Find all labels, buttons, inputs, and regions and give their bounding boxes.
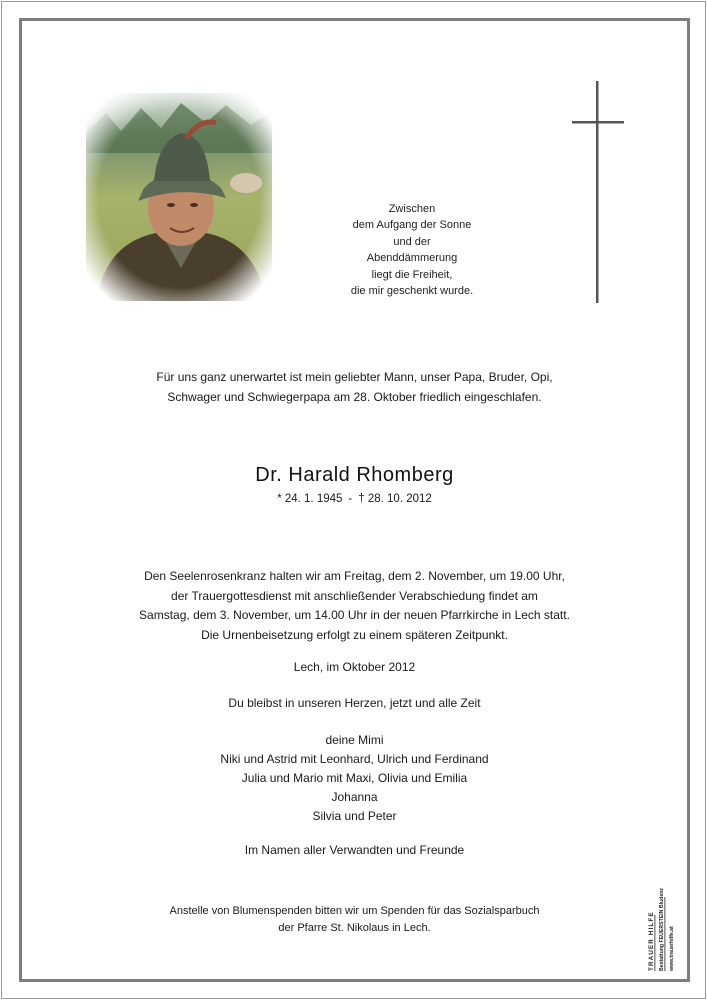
motto: Du bleibst in unseren Herzen, jetzt und alle Zeit bbox=[228, 696, 481, 710]
mourner-line: Julia und Mario mit Maxi, Olivia und Emilia bbox=[241, 771, 468, 785]
undertaker-logo bbox=[644, 873, 684, 973]
mourner-line: Niki und Astrid mit Leonhard, Ulrich und Ferdinand bbox=[220, 752, 489, 766]
relatives-note: Im Namen aller Verwandten und Freunde bbox=[244, 843, 465, 857]
service-info bbox=[22, 567, 687, 645]
donation-line: Anstelle von Blumenspenden bitten wir um Spenden für das Sozialsparbuch bbox=[169, 905, 540, 917]
poem-line: die mir geschenkt wurde. bbox=[350, 285, 474, 298]
logo-line-1: TRAUER HILFE bbox=[648, 911, 655, 971]
intro-line: Schwager und Schwiegerpapa am 28. Oktober friedlich eingeschlafen. bbox=[167, 390, 542, 404]
poem-line: Abenddämmerung bbox=[366, 252, 458, 265]
poem-line: dem Aufgang der Sonne bbox=[352, 219, 472, 232]
date-separator: - bbox=[348, 493, 353, 505]
death-date: † 28. 10. 2012 bbox=[358, 493, 432, 505]
cross-icon bbox=[572, 81, 624, 303]
birth-date: * 24. 1. 1945 bbox=[277, 493, 343, 505]
service-line: Den Seelenrosenkranz halten wir am Freitag, dem 2. November, um 19.00 Uhr, bbox=[144, 569, 565, 583]
intro-line: Für uns ganz unerwartet ist mein geliebter Mann, unser Papa, Bruder, Opi, bbox=[156, 370, 553, 384]
service-line: Die Urnenbeisetzung erfolgt zu einem späteren Zeitpunkt. bbox=[201, 627, 508, 642]
obituary-card bbox=[19, 18, 690, 982]
donation-line: der Pfarre St. Nikolaus in Lech. bbox=[278, 922, 431, 934]
donation-note bbox=[22, 903, 687, 937]
mourner-line: Silvia und Peter bbox=[312, 809, 397, 823]
poem-line: liegt die Freiheit, bbox=[371, 268, 453, 281]
place-date: Lech, im Oktober 2012 bbox=[293, 660, 416, 674]
poem-line: Zwischen bbox=[388, 203, 436, 215]
mourners-list bbox=[22, 731, 687, 826]
deceased-name: Dr. Harald Rhomberg bbox=[255, 464, 454, 486]
intro-text bbox=[22, 367, 687, 407]
logo-line-2: Bestattung FEUERSTEIN Bludenz bbox=[659, 887, 665, 971]
poem bbox=[322, 201, 502, 299]
logo-line-3: www.trauerhilfe.at bbox=[669, 926, 675, 971]
service-line: der Trauergottesdienst mit anschließender Verabschiedung findet am bbox=[171, 588, 538, 603]
mourner-line: Johanna bbox=[331, 790, 378, 804]
mourner-line: deine Mimi bbox=[325, 733, 384, 747]
portrait-photo bbox=[86, 93, 272, 301]
poem-line: und der bbox=[393, 235, 431, 248]
service-line: Samstag, dem 3. November, um 14.00 Uhr in der neuen Pfarrkirche in Lech statt. bbox=[139, 608, 570, 622]
life-dates bbox=[22, 493, 687, 505]
